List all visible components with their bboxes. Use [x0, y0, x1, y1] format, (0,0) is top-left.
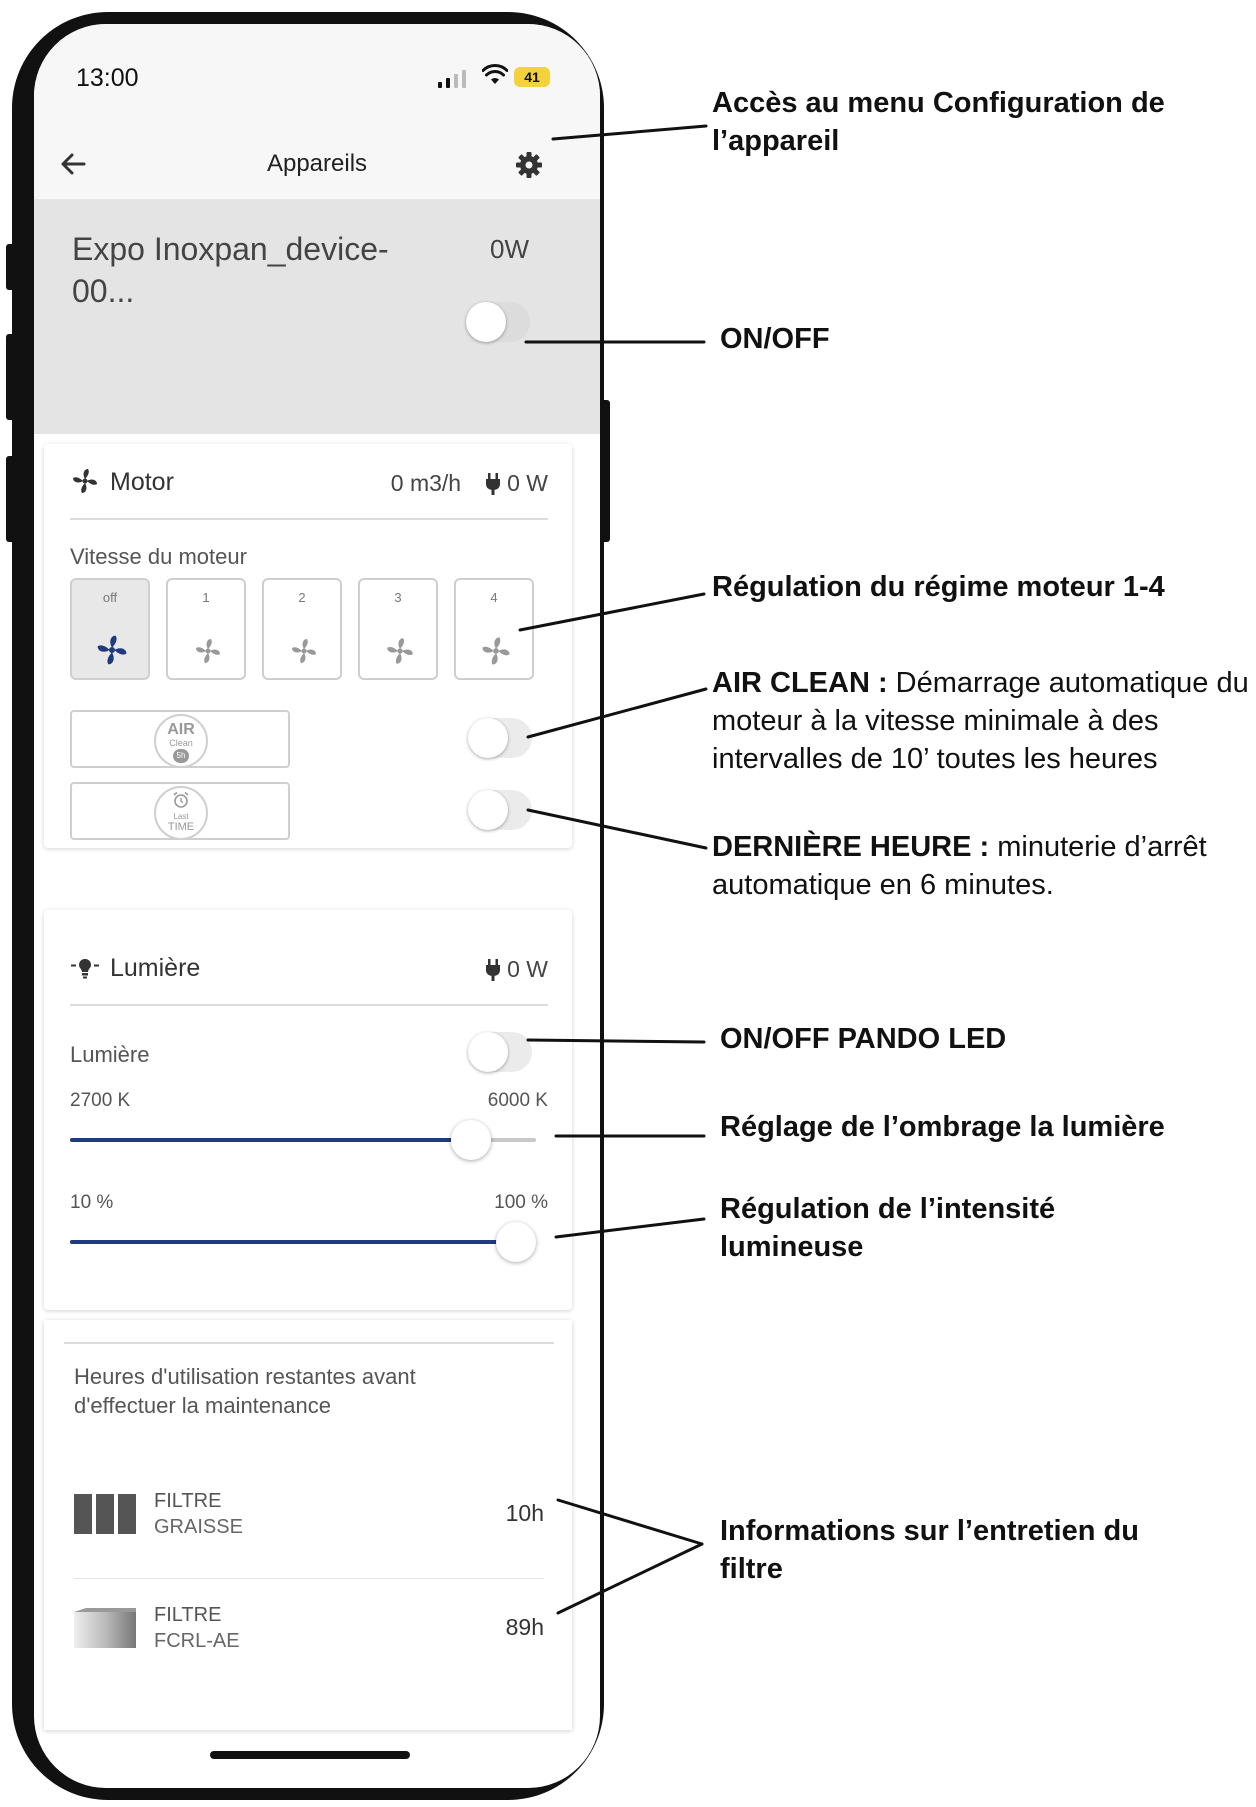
- speed-label: 1: [202, 590, 210, 605]
- battery-level: 41: [524, 69, 540, 85]
- annotation-config-text: Accès au menu Configuration de l’appareil: [712, 87, 1165, 157]
- motor-power: 0 W: [507, 470, 548, 496]
- annotation-filter-text: Informations sur l’entretien du filtre: [720, 1515, 1139, 1585]
- light-power: 0 W: [507, 956, 548, 982]
- annotation-speed: [712, 568, 1165, 606]
- annotation-last-hour-title: DERNIÈRE HEURE :: [712, 831, 990, 863]
- air-clean-badge-line1: AIR: [167, 721, 195, 738]
- air-clean-badge-line2: Clean: [169, 738, 193, 748]
- temp-max-label: 6000 K: [487, 1090, 548, 1111]
- annotation-onoff: [720, 320, 830, 358]
- page-title: Appareils: [266, 150, 368, 177]
- annotation-speed-text: Régulation du régime moteur 1-4: [712, 571, 1165, 603]
- last-time-badge-line1: Last: [173, 812, 189, 821]
- speed-label: 2: [298, 590, 306, 605]
- annotation-led-text: ON/OFF PANDO LED: [720, 1023, 1007, 1055]
- motor-airflow: 0 m3/h: [390, 470, 462, 496]
- leader-led: [528, 1040, 704, 1042]
- intensity-min-label: 10 %: [70, 1192, 114, 1213]
- annotation-intensity-text: Régulation de l’intensité lumineuse: [720, 1193, 1056, 1263]
- filter-line2: FCRL-AE: [154, 1630, 240, 1652]
- leader-filter-2: [558, 1544, 702, 1613]
- last-time-badge-line2: TIME: [167, 821, 195, 833]
- light-label: Lumière: [110, 954, 201, 982]
- leader-speed: [520, 594, 704, 630]
- annotation-last-hour-text: minuterie d’arrêt automatique en 6 minutes.: [712, 831, 1207, 901]
- device-power: 0W: [490, 234, 529, 264]
- annotation-intensity: [720, 1190, 1140, 1266]
- light-toggle-label: Lumière: [70, 1042, 150, 1067]
- annotation-air-clean-title: AIR CLEAN :: [712, 667, 888, 699]
- filter-line1: FILTRE: [154, 1490, 222, 1512]
- speed-label: off: [102, 590, 118, 605]
- filter-line1: FILTRE: [154, 1604, 222, 1626]
- filter-hours: 89h: [505, 1614, 544, 1640]
- leader-intensity: [556, 1219, 704, 1237]
- annotation-last-hour: [712, 828, 1252, 904]
- leader-config: [553, 126, 706, 139]
- annotation-led: [720, 1020, 1006, 1058]
- annotation-filter: [720, 1512, 1200, 1588]
- leader-air-clean: [528, 689, 706, 737]
- annotation-shade-text: Réglage de l’ombrage la lumière: [720, 1111, 1165, 1143]
- annotation-air-clean-text: Démarrage automatique du moteur à la vitesse minimale à des intervalles de 10’ toutes les heures: [712, 667, 1249, 775]
- motor-label: Motor: [110, 468, 174, 496]
- intensity-max-label: 100 %: [494, 1192, 548, 1213]
- speed-label: 4: [490, 590, 498, 605]
- leader-filter-1: [558, 1500, 702, 1544]
- speed-label: 3: [394, 590, 402, 605]
- device-name: Expo Inoxpan_device-00...: [72, 231, 389, 309]
- air-clean-badge-line3: 5h: [173, 749, 189, 763]
- leader-last-hour: [528, 810, 706, 848]
- annotation-air-clean: [712, 664, 1252, 778]
- motor-speed-label: Vitesse du moteur: [70, 544, 247, 569]
- annotation-config: [712, 84, 1232, 160]
- status-time: 13:00: [76, 64, 139, 92]
- maintenance-intro: Heures d'utilisation restantes avant d'effectuer la maintenance: [74, 1364, 416, 1418]
- filter-hours: 10h: [505, 1500, 544, 1526]
- temp-min-label: 2700 K: [70, 1090, 131, 1111]
- filter-line2: GRAISSE: [154, 1516, 243, 1538]
- annotation-shade: [720, 1108, 1165, 1146]
- annotation-onoff-text: ON/OFF: [720, 323, 830, 355]
